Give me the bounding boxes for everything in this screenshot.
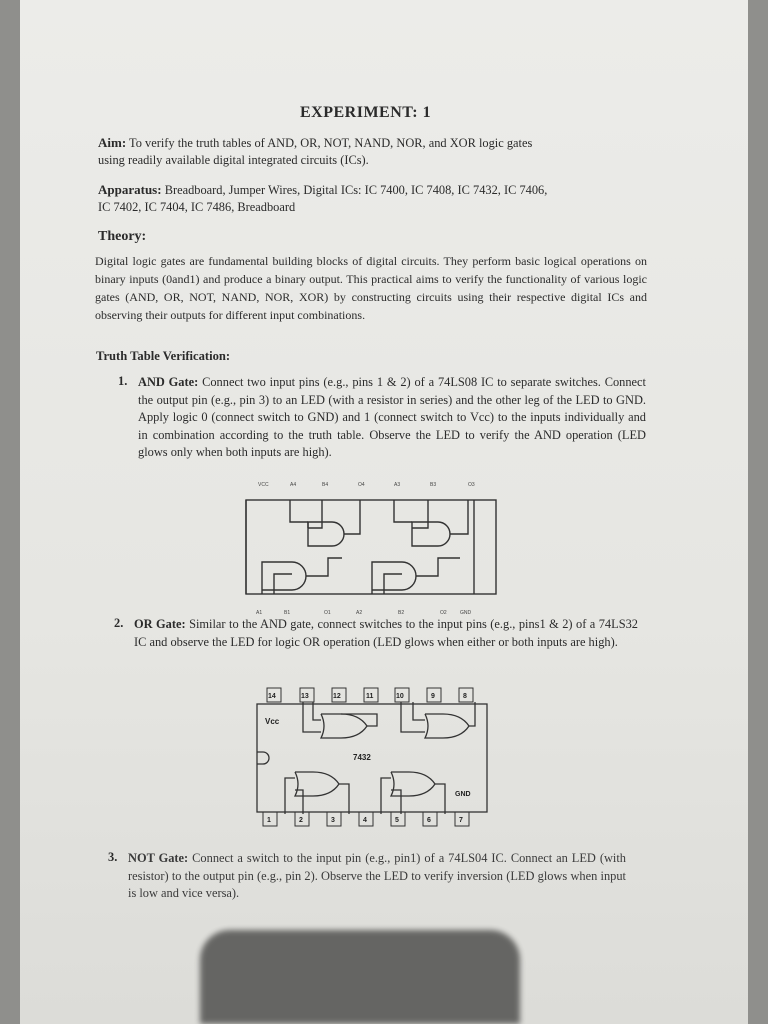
or-pin-label: 11 xyxy=(366,693,374,700)
or-pin-label: 10 xyxy=(396,693,404,700)
or-vcc-label: Vcc xyxy=(265,717,280,726)
item-2-text: Similar to the AND gate, connect switches to the input pins (e.g., pins1 & 2) of a 74LS32 IC and observe the LED for logic OR operation (LED glows when either or both inputs are high). xyxy=(134,617,638,649)
or-ic-diagram xyxy=(255,686,491,832)
and-pin-label: B2 xyxy=(398,610,405,616)
and-pin-label: B3 xyxy=(430,482,437,488)
theory-paragraph: Digital logic gates are fundamental building blocks of digital circuits. They perform basic logical operations on binary inputs (0and1) and produce a binary output. This practical aims to verify the functionality of various logic gates (AND, OR, NOT, NAND, NOR, XOR) by constructing circuits using their respective digital ICs and observing their outputs for different input combinations. xyxy=(95,254,647,322)
and-top-pin-labels xyxy=(258,482,475,488)
and-pin-label: A3 xyxy=(394,482,401,488)
theory-heading: Theory: xyxy=(98,229,147,244)
and-pin-label: A1 xyxy=(256,610,263,616)
or-pin-label: 3 xyxy=(331,817,335,824)
and-pin-label: O1 xyxy=(324,610,331,616)
and-pin-label: A4 xyxy=(290,482,297,488)
aim-line-2: using readily available digital integrated circuits (ICs). xyxy=(98,153,369,167)
and-pin-label: O4 xyxy=(358,482,365,488)
and-pin-label: O2 xyxy=(440,610,447,616)
or-pin-label: 12 xyxy=(333,693,341,700)
list-item-and-gate xyxy=(138,374,646,462)
or-pin-label: 1 xyxy=(267,817,271,824)
apparatus-label: Apparatus: xyxy=(98,182,162,197)
and-ic-diagram xyxy=(232,478,512,618)
apparatus-line-1: Breadboard, Jumper Wires, Digital ICs: IC 7400, IC 7408, IC 7432, IC 7406, xyxy=(164,183,548,197)
list-item-not-gate xyxy=(128,850,626,903)
or-pin-label: 4 xyxy=(363,817,367,824)
item-1-number: 1. xyxy=(118,374,128,388)
and-pin-label: B1 xyxy=(284,610,291,616)
or-pin-label: 5 xyxy=(395,817,399,824)
item-1-label: AND Gate: xyxy=(138,375,199,389)
and-pin-label: VCC xyxy=(258,482,269,488)
hand-shadow xyxy=(200,930,520,1024)
and-pin-label: B4 xyxy=(322,482,329,488)
item-3-number: 3. xyxy=(108,850,118,864)
truth-table-heading: Truth Table Verification: xyxy=(96,349,231,363)
or-pin-label: 9 xyxy=(431,693,435,700)
or-pin-label: 13 xyxy=(301,693,309,700)
item-3-text: Connect a switch to the input pin (e.g., pin1) of a 74LS04 IC. Connect an LED (with resistor) to the output pin (e.g., pin 2). Observe the LED to verify inversion (LED glows when input is low and vice versa). xyxy=(128,851,626,901)
item-2-label: OR Gate: xyxy=(134,617,186,631)
or-pin-label: 8 xyxy=(463,693,467,700)
or-ic-label: 7432 xyxy=(353,753,371,762)
and-pin-label: GND xyxy=(460,610,472,616)
or-top-pins xyxy=(267,688,473,702)
aim-label: Aim: xyxy=(98,135,127,150)
and-pin-label: A2 xyxy=(356,610,363,616)
item-3-label: NOT Gate: xyxy=(128,851,189,865)
or-pin-label: 2 xyxy=(299,817,303,824)
or-pin-label: 7 xyxy=(459,817,463,824)
and-pin-label: O3 xyxy=(468,482,475,488)
apparatus-line-2: IC 7402, IC 7404, IC 7486, Breadboard xyxy=(98,200,296,214)
or-gnd-label: GND xyxy=(455,791,471,798)
page-title: EXPERIMENT: 1 xyxy=(300,104,432,121)
aim-line-1: To verify the truth tables of AND, OR, NOT, NAND, NOR, and XOR logic gates xyxy=(129,136,533,150)
or-bottom-pins xyxy=(263,812,469,826)
list-item-or-gate xyxy=(134,616,638,651)
item-1-text: Connect two input pins (e.g., pins 1 & 2) of a 74LS08 IC to separate switches. Connect the output pin (e.g., pin 3) to an LED (with a resistor in series) and the other leg of the LED to GND. Apply logic 0 (connect switch to GND) and 1 (connect switch to Vcc) to the inputs individually and in combination according to the truth table. Observe the LED to verify the AND operation (LED glows only when both inputs are high). xyxy=(138,375,646,460)
item-2-number: 2. xyxy=(114,616,124,630)
apparatus-section xyxy=(98,181,547,216)
or-pin-label: 6 xyxy=(427,817,431,824)
or-pin-label: 14 xyxy=(268,693,276,700)
aim-section xyxy=(98,134,532,169)
